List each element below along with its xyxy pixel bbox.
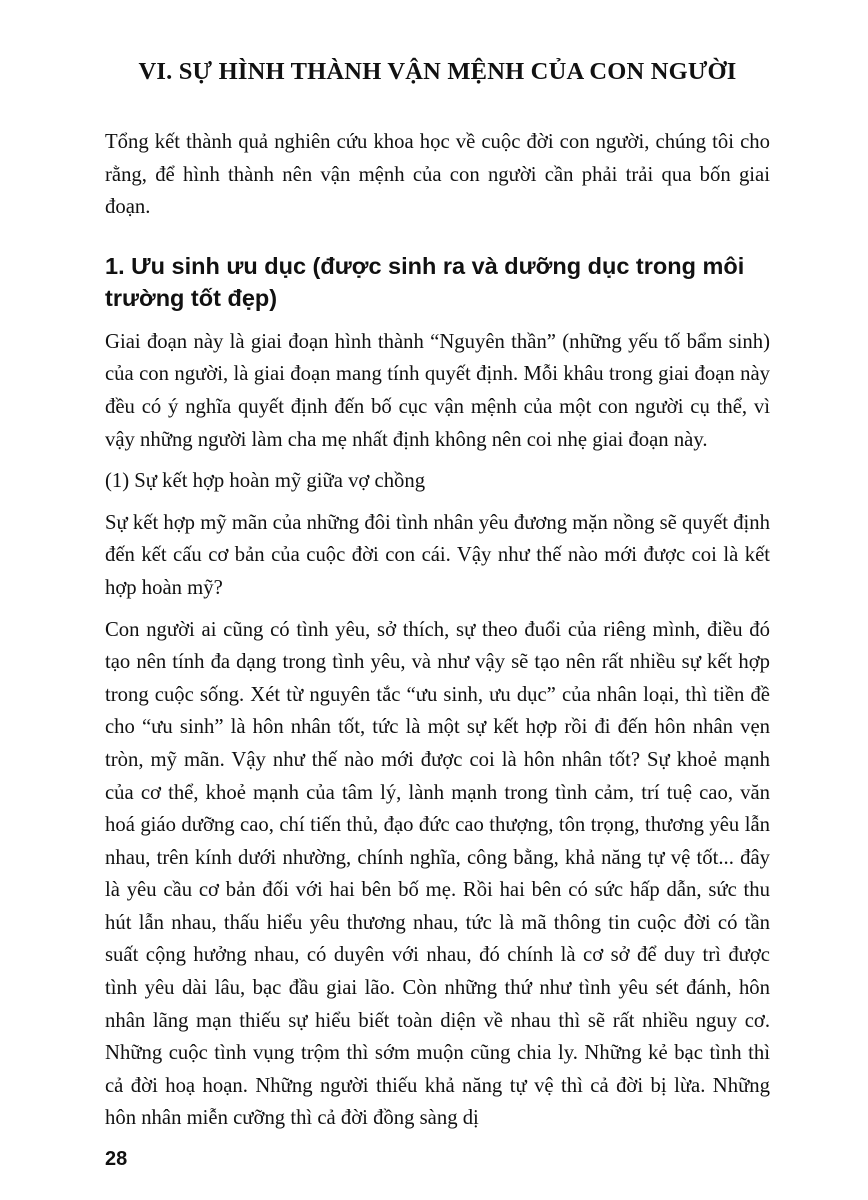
- subsection-heading: (1) Sự kết hợp hoàn mỹ giữa vợ chồng: [105, 470, 426, 493]
- section-paragraph-2: Sự kết hợp mỹ mãn của những đôi tình nhân yêu đương mặn nồng sẽ quyết định đến kết cấu cơ bản của cuộc đời con cái. Vậy như thế nào mới được coi là kết hợp hoàn mỹ?: [105, 511, 770, 599]
- section-paragraph-3: Con người ai cũng có tình yêu, sở thích, sự theo đuổi của riêng mình, điều đó tạo nên tính đa dạng trong tình yêu, và như vậy sẽ tạo nên rất nhiều sự kết hợp trong cuộc sống. Xét từ nguyên tắc “ưu sinh, ưu dục” của nhân loại, thì tiền đề cho “ưu sinh” là hôn nhân tốt, tức là một sự kết hợp rồi đi đến hôn nhân vẹn tròn, mỹ mãn. Vậy như thế nào mới được coi là hôn nhân tốt? Sự khoẻ mạnh của cơ thể, khoẻ mạnh của tâm lý, lành mạnh trong tình cảm, trí tuệ cao, văn hoá giáo dưỡng cao, chí tiến thủ, đạo đức cao thượng, tôn trọng, thương yêu lẫn nhau, trên kính dưới nhường, chính nghĩa, công bằng, khả năng tự vệ tốt... đây là yêu cầu cơ bản đối với hai bên bố mẹ. Rồi hai bên có sức hấp dẫn, sức thu hút lẫn nhau, thấu hiểu yêu thương nhau, tức là mã thông tin cuộc đời có tần suất cộng hưởng nhau, có duyên với nhau, đó chính là cơ sở để duy trì được tình yêu dài lâu, bạc đầu giai lão. Còn những thứ như tình yêu sét đánh, hôn nhân lãng mạn thiếu sự hiểu biết toàn diện về nhau thì sẽ rất nhiều nguy cơ. Những cuộc tình vụng trộm thì sớm muộn cũng chia ly. Những kẻ bạc tình thì cả đời hoạ hoạn. Những người thiếu khả năng tự vệ thì cả đời bị lừa. Những hôn nhân miễn cưỡng thì cả đời đồng sàng dị: [105, 618, 770, 1130]
- book-page: [105, 58, 770, 1144]
- intro-paragraph: Tổng kết thành quả nghiên cứu khoa học về cuộc đời con người, chúng tôi cho rằng, để hình thành nên vận mệnh của con người cần phải trải qua bốn giai đoạn.: [105, 131, 770, 219]
- chapter-title: VI. SỰ HÌNH THÀNH VẬN MỆNH CỦA CON NGƯỜI: [138, 58, 737, 85]
- section-paragraph-1: Giai đoạn này là giai đoạn hình thành “Nguyên thần” (những yếu tố bẩm sinh) của con người, là giai đoạn mang tính quyết định. Mỗi khâu trong giai đoạn này đều có ý nghĩa quyết định đến bố cục vận mệnh của một con người cụ thể, vì vậy những người làm cha mẹ nhất định không nên coi nhẹ giai đoạn này.: [105, 330, 770, 451]
- page-number: 28: [105, 1148, 128, 1170]
- section-heading: 1. Ưu sinh ưu dục (được sinh ra và dưỡng dục trong môi trường tốt đẹp): [105, 252, 745, 311]
